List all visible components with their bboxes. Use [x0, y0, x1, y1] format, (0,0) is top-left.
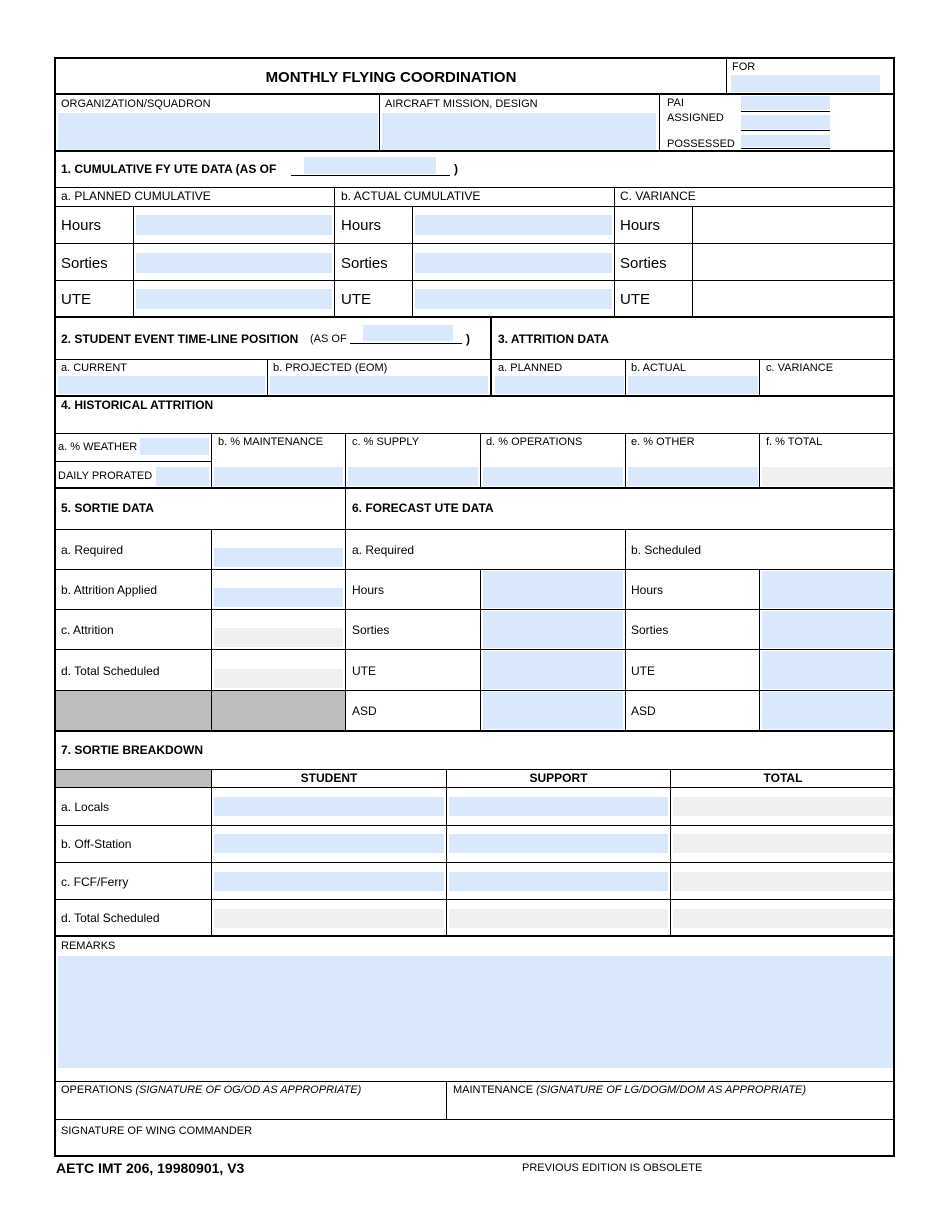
s4-supply-field[interactable] [348, 467, 478, 486]
s1-row-ute-c: UTE [620, 291, 650, 308]
operations-signature-label: OPERATIONS (SIGNATURE OF OG/OD AS APPROPRIATE) [61, 1084, 362, 1096]
s5-blank-cell-1 [56, 691, 211, 730]
s7-offstation-student[interactable] [214, 834, 444, 853]
remarks-field[interactable] [58, 956, 893, 1068]
s6-req-sorties-label: Sorties [352, 623, 390, 637]
s3-col-a: a. PLANNED [498, 362, 563, 374]
s3-col-b: b. ACTUAL [631, 362, 687, 374]
s6-scheduled: b. Scheduled [631, 543, 702, 557]
s1-row-ute-a: UTE [61, 291, 91, 308]
s5-required-field[interactable] [214, 548, 343, 567]
s6-title: 6. FORECAST UTE DATA [352, 501, 494, 515]
s1-row-sorties-b: Sorties [341, 255, 388, 272]
s3-title: 3. ATTRITION DATA [498, 332, 609, 346]
s1-row-hours-b: Hours [341, 217, 382, 234]
s1-row-sorties-a: Sorties [61, 255, 108, 272]
s6-sch-sorties-label: Sorties [631, 623, 669, 637]
s1-row-hours-a: Hours [61, 217, 102, 234]
s7-corner-cell [56, 770, 211, 787]
s2-title: 2. STUDENT EVENT TIME-LINE POSITION [61, 332, 299, 346]
s7-total-total [673, 909, 893, 928]
s7-fcf-student[interactable] [214, 872, 444, 891]
s1-as-of-field[interactable] [304, 157, 436, 174]
s2-projected-field[interactable] [270, 376, 488, 394]
s6-req-sorties-field[interactable] [483, 611, 623, 648]
s7-row-locals: a. Locals [61, 800, 110, 814]
s6-sch-ute-field[interactable] [762, 651, 893, 689]
s3-actual-field[interactable] [628, 376, 758, 394]
s4-weather: a. % WEATHER [58, 441, 138, 453]
s1-actual-ute[interactable] [415, 289, 612, 309]
s1-planned-ute[interactable] [136, 289, 332, 309]
s7-offstation-support[interactable] [449, 834, 668, 853]
s3-planned-field[interactable] [495, 376, 624, 394]
s4-maintenance-field[interactable] [214, 467, 343, 486]
s1-row-hours-c: Hours [620, 217, 661, 234]
s4-total-field [762, 467, 893, 486]
s6-req-hours-label: Hours [352, 583, 385, 597]
s5-row-required: a. Required [61, 543, 124, 557]
s7-title: 7. SORTIE BREAKDOWN [61, 743, 204, 757]
s6-required: a. Required [352, 543, 415, 557]
s4-daily-prorated: DAILY PRORATED [58, 470, 153, 482]
s6-req-ute-field[interactable] [483, 651, 623, 689]
s2-current-field[interactable] [58, 376, 265, 394]
s2-as-of: (AS OF [310, 333, 347, 345]
s1-close: ) [454, 162, 458, 176]
s5-row-attrition-applied: b. Attrition Applied [61, 583, 158, 597]
s4-operations-field[interactable] [483, 467, 623, 486]
org-label: ORGANIZATION/SQUADRON [61, 98, 211, 110]
s4-daily-field[interactable] [156, 467, 209, 486]
s7-header-total: TOTAL [763, 771, 803, 785]
s6-sch-sorties-field[interactable] [762, 611, 893, 648]
s4-title: 4. HISTORICAL ATTRITION [61, 398, 214, 412]
s1-title: 1. CUMULATIVE FY UTE DATA (AS OF [61, 162, 277, 176]
s1-actual-sorties[interactable] [415, 253, 612, 273]
s7-total-support [449, 909, 668, 928]
s4-maintenance: b. % MAINTENANCE [218, 436, 324, 448]
s1-planned-sorties[interactable] [136, 253, 332, 273]
s7-fcf-support[interactable] [449, 872, 668, 891]
s6-sch-hours-label: Hours [631, 583, 664, 597]
s3-col-c: c. VARIANCE [766, 362, 834, 374]
possessed-field[interactable] [741, 135, 830, 147]
obsolete-notice: PREVIOUS EDITION IS OBSOLETE [522, 1162, 703, 1174]
s2-close: ) [466, 332, 470, 346]
s5-row-attrition: c. Attrition [61, 623, 114, 637]
s7-locals-total [673, 797, 893, 816]
s7-row-fcf-ferry: c. FCF/Ferry [61, 875, 129, 889]
org-field[interactable] [58, 113, 378, 150]
s6-sch-hours-field[interactable] [762, 571, 893, 608]
s7-header-support: SUPPORT [529, 771, 588, 785]
s5-title: 5. SORTIE DATA [61, 501, 154, 515]
s7-row-off-station: b. Off-Station [61, 837, 132, 851]
s2-as-of-field[interactable] [363, 325, 453, 341]
s1-planned-hours[interactable] [136, 215, 332, 235]
form-title: MONTHLY FLYING COORDINATION [265, 69, 517, 86]
s5-total-scheduled-field [214, 669, 343, 688]
s5-blank-cell-2 [212, 691, 345, 730]
remarks-label: REMARKS [61, 940, 116, 952]
s4-weather-field[interactable] [140, 438, 209, 455]
s1-col-a: a. PLANNED CUMULATIVE [61, 189, 211, 203]
s2-col-a: a. CURRENT [61, 362, 128, 374]
s4-other: e. % OTHER [631, 436, 695, 448]
s4-other-field[interactable] [628, 467, 758, 486]
form-id: AETC IMT 206, 19980901, V3 [56, 1160, 245, 1176]
s7-row-total-scheduled: d. Total Scheduled [61, 911, 160, 925]
possessed-label: POSSESSED [667, 138, 735, 150]
s7-header-student: STUDENT [300, 771, 358, 785]
s1-row-sorties-c: Sorties [620, 255, 667, 272]
wing-commander-signature-label: SIGNATURE OF WING COMMANDER [61, 1125, 253, 1137]
s1-col-c: C. VARIANCE [620, 189, 696, 203]
s6-req-hours-field[interactable] [483, 571, 623, 608]
maintenance-signature-label: MAINTENANCE (SIGNATURE OF LG/DOGM/DOM AS APPROPRIATE) [453, 1084, 807, 1096]
s7-locals-support[interactable] [449, 797, 668, 816]
assigned-field[interactable] [741, 115, 830, 129]
pai-label: PAI [667, 97, 684, 109]
s1-actual-hours[interactable] [415, 215, 612, 235]
s6-req-ute-label: UTE [352, 664, 376, 678]
s7-total-student [214, 909, 444, 928]
s5-attrition-applied-field[interactable] [214, 588, 343, 607]
s1-row-ute-b: UTE [341, 291, 371, 308]
s1-col-b: b. ACTUAL CUMULATIVE [341, 189, 481, 203]
s5-row-total-scheduled: d. Total Scheduled [61, 664, 160, 678]
assigned-label: ASSIGNED [667, 112, 724, 124]
s5-attrition-field [214, 628, 343, 647]
aircraft-label: AIRCRAFT MISSION, DESIGN [385, 98, 538, 110]
s2-col-b: b. PROJECTED (EOM) [273, 362, 388, 374]
s7-offstation-total [673, 834, 893, 853]
s4-total: f. % TOTAL [766, 436, 823, 448]
s4-operations: d. % OPERATIONS [486, 436, 583, 448]
s7-fcf-total [673, 872, 893, 891]
s6-req-asd-field[interactable] [483, 692, 623, 729]
s6-sch-asd-label: ASD [631, 704, 656, 718]
s6-sch-asd-field[interactable] [762, 692, 893, 729]
for-label: FOR [732, 61, 756, 73]
aircraft-field[interactable] [382, 113, 656, 150]
s4-supply: c. % SUPPLY [352, 436, 420, 448]
for-field[interactable] [731, 75, 880, 92]
pai-field[interactable] [741, 96, 830, 110]
s6-req-asd-label: ASD [352, 704, 377, 718]
s7-locals-student[interactable] [214, 797, 444, 816]
s6-sch-ute-label: UTE [631, 664, 655, 678]
